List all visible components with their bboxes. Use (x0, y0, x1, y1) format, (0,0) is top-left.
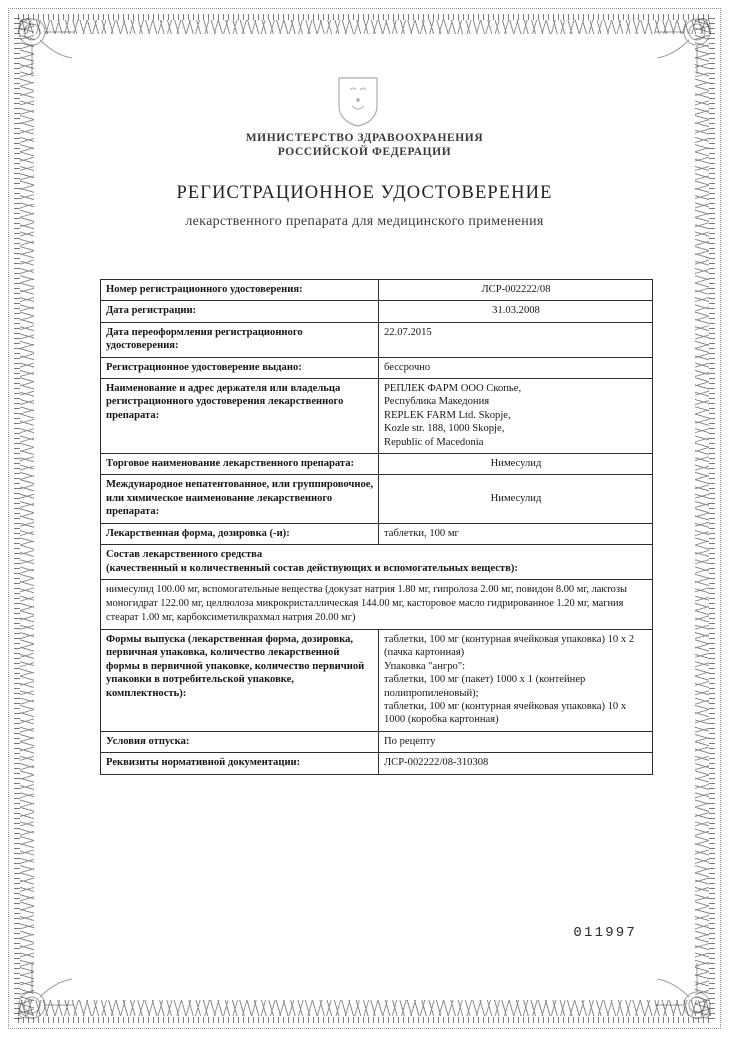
coat-of-arms-icon (336, 76, 380, 128)
row-value: таблетки, 100 мг (контурная ячейковая упаковка) 10 х 2 (пачка картонная) Упаковка "ангро": таблетки, 100 мг (пакет) 1000 х 1 (контейнер полипропиленовый); таблетки, 100 мг (контурная ячейковая упаковка) 10 х 1000 (коробка картонная) (379, 629, 653, 731)
table-row (101, 731, 653, 752)
row-value: 31.03.2008 (379, 301, 653, 322)
row-label: Дата переоформления регистрационного удостоверения: (101, 322, 379, 357)
table-row (101, 523, 653, 544)
table-row (101, 379, 653, 454)
row-value: бессрочно (379, 357, 653, 378)
table-row (101, 454, 653, 475)
row-value: ЛСР-002222/08-310308 (379, 753, 653, 774)
row-label: Регистрационное удостоверение выдано: (101, 357, 379, 378)
ministry-line-1: МИНИСТЕРСТВО ЗДРАВООХРАНЕНИЯ (245, 132, 484, 144)
composition-body-row (101, 579, 653, 629)
table-row (101, 475, 653, 523)
guilloche-band-bottom (18, 993, 711, 1023)
table-row (101, 357, 653, 378)
guilloche-band-left (14, 18, 40, 1019)
row-label: Торговое наименование лекарственного препарата: (101, 454, 379, 475)
table-row (101, 301, 653, 322)
row-value: 22.07.2015 (379, 322, 653, 357)
corner-flourish-icon (10, 963, 74, 1027)
certificate-table-body (101, 280, 653, 775)
row-label: Дата регистрации: (101, 301, 379, 322)
row-label: Номер регистрационного удостоверения: (101, 280, 379, 301)
row-label: Международное непатентованное, или группировочное, или химическое наименование лекарственного препарата: (101, 475, 379, 523)
corner-flourish-icon (655, 10, 719, 74)
ministry-line-2: РОССИЙСКОЙ ФЕДЕРАЦИИ (277, 146, 452, 158)
row-value: Нимесулид (379, 454, 653, 475)
composition-body: нимесулид 100.00 мг, вспомогательные вещества (докузат натрия 1.80 мг, гипролоза 2.00 мг, повидон 8.00 мг, лактозы моногидрат 122.00 мг, целлюлоза микрокристаллическая 144.00 мг, касторовое масло гидрированное 1.20 мг, магния стеарат 1.00 мг, карбоксиметилкрахмал натрия 20.00 мг) (101, 579, 653, 629)
ministry-heading (0, 131, 729, 159)
table-row (101, 322, 653, 357)
corner-flourish-icon (655, 963, 719, 1027)
row-label: Формы выпуска (лекарственная форма, дозировка, первичная упаковка, количество лекарственной формы в первичной упаковке, количество первичной упаковки в потребительской упаковке, комплектность): (101, 629, 379, 731)
composition-heading-row (101, 545, 653, 580)
guilloche-band-right (689, 18, 715, 1019)
table-row (101, 629, 653, 731)
row-value: ЛСР-002222/08 (379, 280, 653, 301)
composition-heading (101, 545, 653, 580)
table-row (101, 753, 653, 774)
page-subtitle: лекарственного препарата для медицинского применения (185, 214, 544, 229)
row-label: Реквизиты нормативной документации: (101, 753, 379, 774)
row-value: РЕПЛЕК ФАРМ ООО Скопье, Республика Македония REPLEK FARM Ltd. Skopje, Kozle str. 188, 1000 Skopje, Republic of Macedonia (379, 379, 653, 454)
row-value: таблетки, 100 мг (379, 523, 653, 544)
table-row (101, 280, 653, 301)
composition-heading-line-1: Состав лекарственного средства (106, 549, 263, 561)
guilloche-band-top (18, 14, 711, 40)
row-value: Нимесулид (379, 475, 653, 523)
row-label: Лекарственная форма, дозировка (-и): (101, 523, 379, 544)
row-value: По рецепту (379, 731, 653, 752)
certificate-table (100, 279, 653, 775)
corner-flourish-icon (10, 10, 74, 74)
composition-heading-line-2: (качественный и количественный состав действующих и вспомогательных веществ): (106, 562, 518, 574)
page-title: РЕГИСТРАЦИОННОЕ УДОСТОВЕРЕНИЕ (176, 183, 553, 203)
row-label: Условия отпуска: (101, 731, 379, 752)
row-label: Наименование и адрес держателя или владельца регистрационного удостоверения лекарственного препарата: (101, 379, 379, 454)
serial-number: 011997 (573, 925, 637, 941)
